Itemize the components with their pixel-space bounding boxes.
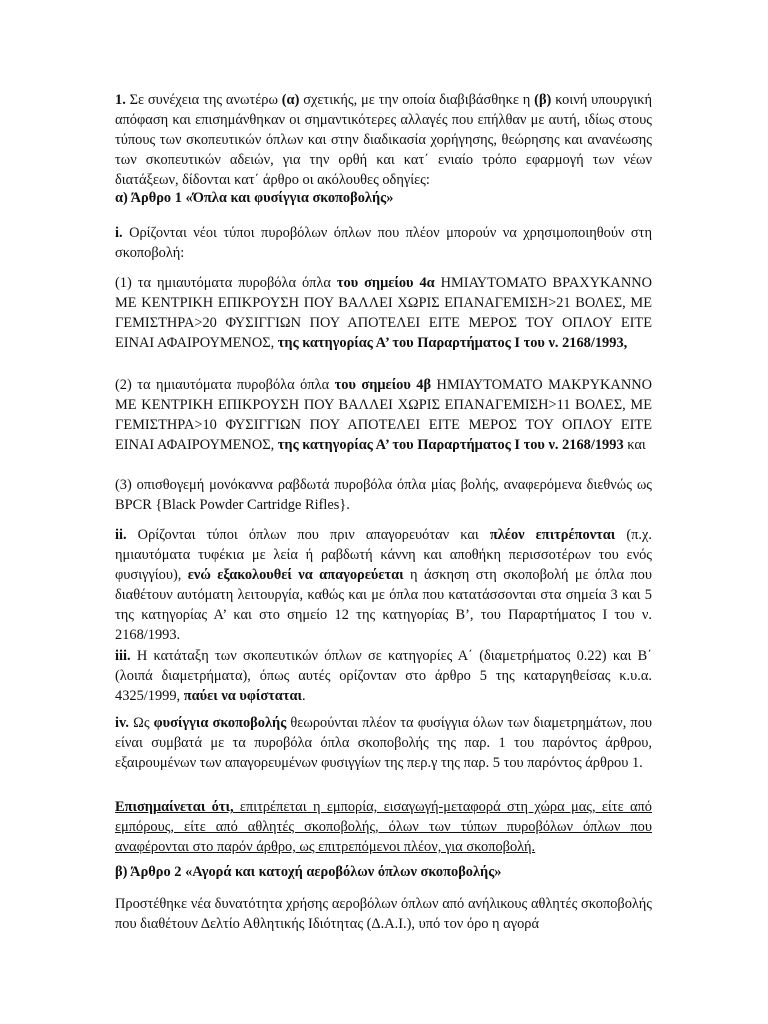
bold-run: της κατηγορίας Α’ του Παραρτήματος Ι του ν. 2168/1993: [277, 437, 624, 453]
text-run: ΗΜΙΑΥΤΟΜΑΤΟ ΒΡΑΧΥΚΑΝΝΟ ΜΕ ΚΕΝΤΡΙΚΗ ΕΠΙΚΡΟΥΣΗ ΠΟΥ ΒΑΛΛΕΙ ΧΩΡΙΣ ΕΠΑΝΑΓΕΜΙΣΗ>21 ΒΟΛΕΣ, ΜΕ ΓΕΜΙΣΤΗΡΑ>20 ΦΥΣΙΓΓΙΩΝ ΠΟΥ ΑΠΟΤΕΛΕΙ ΕΙΤΕ ΜΕΡΟΣ ΤΟΥ ΟΠΛΟΥ ΕΙΤΕ ΕΙΝΑΙ ΑΦΑΙΡΟΥΜΕΝΟΣ,: [115, 275, 652, 351]
text-run: (2) τα ημιαυτόματα πυροβόλα όπλα: [115, 377, 335, 393]
section-heading-article-2: β) Άρθρο 2 «Αγορά και κατοχή αεροβόλων όπλων σκοποβολής»: [115, 864, 502, 880]
text-run: σχετικής, με την οποία διαβιβάσθηκε η: [299, 92, 535, 108]
paragraph-iii: [115, 646, 652, 706]
text-run: επιτρέπεται η εμπορία, εισαγωγή-μεταφορά στη χώρα μας, είτε από εμπόρους, είτε από αθλητές σκοποβολής, όλων των τύπων πυροβόλων όπλων που αναφέρονται στο παρόν άρθρο, ως επιτρεπόμενοι πλέον, για σκοποβολή.: [115, 799, 652, 855]
bold-run: παύει να υφίσταται: [183, 688, 302, 704]
paragraph-item-1: [115, 273, 652, 353]
text-run: η άσκηση στη σκοποβολή με όπλα που διαθέτουν αυτόματη λειτουργία, καθώς και με όπλα που κατατάσσονται στα σημεία 3 και 5 της κατηγορίας Α’ και στο σημείο 12 της κατηγορίας Β’, του Παραρτήματος Ι του ν. 2168/1993.: [115, 567, 653, 643]
section-heading-article-1: α) Άρθρο 1 «Όπλα και φυσίγγια σκοποβολής»: [115, 190, 394, 206]
paragraph-last: Προστέθηκε νέα δυνατότητα χρήσης αεροβόλων όπλων από ανήλικους αθλητές σκοποβολής που διαθέτουν Δελτίο Αθλητικής Ιδιότητας (Δ.Α.Ι.), υπό τον όρο η αγορά: [115, 896, 652, 932]
bold-run: Επισημαίνεται ότι,: [115, 799, 234, 815]
text-run: Ορίζονται τύποι όπλων που πριν απαγορευόταν και: [126, 527, 490, 543]
reference-b: (β): [534, 92, 552, 108]
paragraph-number: ii.: [115, 527, 127, 543]
text-run: (π.χ. ημιαυτόματα τυφέκια με λεία ή ραβδωτή κάννη και αποθήκη περισσοτέρων του ενός φυσιγγίου),: [115, 527, 652, 583]
paragraph-number: 1.: [115, 92, 126, 108]
paragraph-iv: [115, 713, 652, 773]
text-run: κοινή υπουργική απόφαση και επισημάνθηκαν οι σημαντικότερες αλλαγές που επήλθαν με αυτή, ιδίως στους τύπους των σκοπευτικών όπλων και στην διαδικασία χορήγησης, θεώρησης και ανανέωσης των σκοπευτικών αδειών, για την ορθή και κατ΄ ενιαίο τρόπο εφαρμογή των νέων διατάξεων, δίδονται κατ΄ άρθρο οι ακόλουθες οδηγίες:: [115, 92, 652, 188]
paragraph-number: i.: [115, 225, 123, 241]
paragraph-number: iii.: [115, 648, 131, 664]
paragraph-i: [115, 223, 652, 263]
paragraph-ii: [115, 525, 652, 645]
text-run: (1) τα ημιαυτόματα πυροβόλα όπλα: [115, 275, 337, 291]
text-run: Ως: [129, 715, 154, 731]
bold-run: ενώ εξακολουθεί να απαγορεύεται: [187, 567, 404, 583]
paragraph-note: [115, 797, 652, 857]
paragraph-item-3: (3) οπισθογεμή μονόκαννα ραβδωτά πυροβόλα όπλα μίας βολής, αναφερόμενα διεθνώς ως BPCR {Black Powder Cartridge Rifles}.: [115, 477, 652, 513]
text-run: .: [301, 688, 306, 704]
reference-a: (α): [281, 92, 300, 108]
paragraph-1: [115, 90, 652, 190]
text-run: ΗΜΙΑΥΤΟΜΑΤΟ ΜΑΚΡΥΚΑΝΝΟ ΜΕ ΚΕΝΤΡΙΚΗ ΕΠΙΚΡΟΥΣΗ ΠΟΥ ΒΑΛΛΕΙ ΧΩΡΙΣ ΕΠΑΝΑΓΕΜΙΣΗ>11 ΒΟΛΕΣ, ΜΕ ΓΕΜΙΣΤΗΡΑ>10 ΦΥΣΙΓΓΙΩΝ ΠΟΥ ΑΠΟΤΕΛΕΙ ΕΙΤΕ ΜΕΡΟΣ ΤΟΥ ΟΠΛΟΥ ΕΙΤΕ ΕΙΝΑΙ ΑΦΑΙΡΟΥΜΕΝΟΣ,: [115, 377, 653, 453]
bold-run: του σημείου 4β: [334, 377, 432, 393]
bold-run: της κατηγορίας Α’ του Παραρτήματος Ι του ν. 2168/1993,: [277, 335, 628, 351]
bold-run: του σημείου 4α: [336, 275, 435, 291]
text-run: θεωρούνται πλέον τα φυσίγγια όλων των διαμετρημάτων, που είναι συμβατά με τα πυροβόλα όπλα σκοποβολής της παρ. 1 του παρόντος άρθρου, εξαιρουμένων των απαγορευμένων φυσιγγίων της περ.γ της παρ. 5 του παρόντος άρθρου 1.: [115, 715, 653, 771]
text-run: Η κατάταξη των σκοπευτικών όπλων σε κατηγορίες Α΄ (διαμετρήματος 0.22) και Β΄ (λοιπά διαμετρήματα), όπως αυτές ορίζονταν στο άρθρο 5 της καταργηθείσας κ.υ.α. 4325/1999,: [115, 648, 652, 704]
text-run: Ορίζονται νέοι τύποι πυροβόλων όπλων που πλέον μπορούν να χρησιμοποιηθούν στη σκοποβολή:: [115, 225, 652, 261]
bold-run: φυσίγγια σκοποβολής: [153, 715, 287, 731]
paragraph-item-2: [115, 375, 652, 455]
text-run: και: [623, 437, 646, 453]
text-run: Σε συνέχεια της ανωτέρω: [125, 92, 282, 108]
bold-run: πλέον επιτρέπονται: [489, 527, 616, 543]
paragraph-number: iv.: [115, 715, 129, 731]
